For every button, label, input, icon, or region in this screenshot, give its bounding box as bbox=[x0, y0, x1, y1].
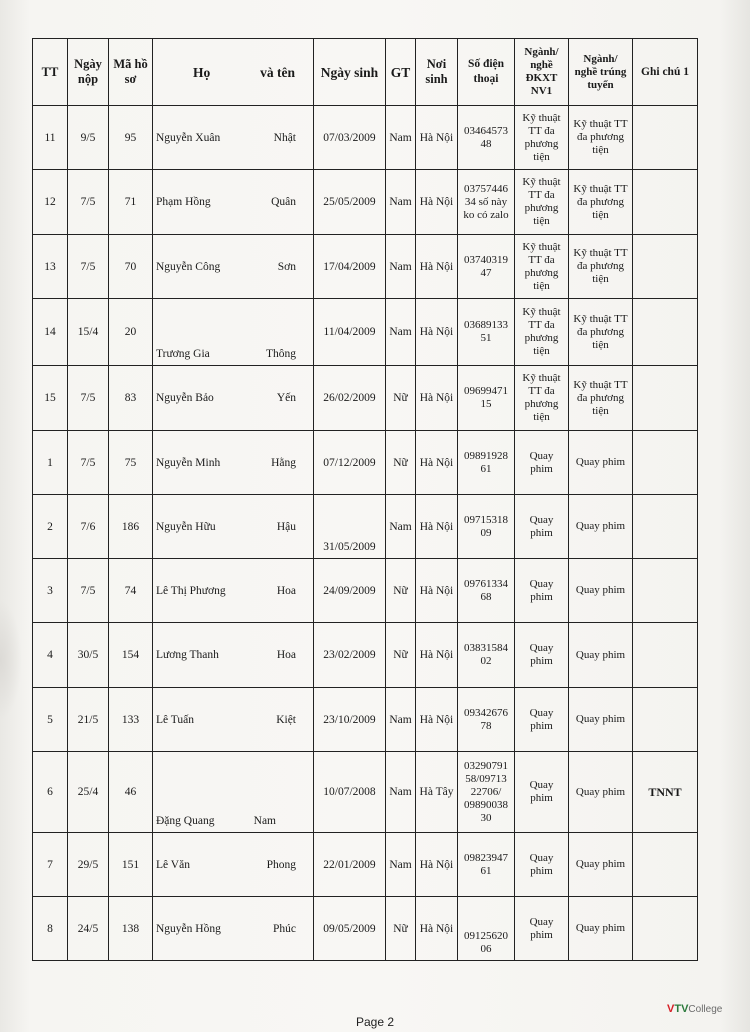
cell-nganh-trung-tuyen: Quay phim bbox=[569, 623, 633, 688]
header-so-dien-thoai: Số điện thoại bbox=[458, 39, 515, 106]
cell-ma-ho-so: 70 bbox=[109, 235, 153, 299]
table-row bbox=[33, 688, 698, 752]
cell-so-dien-thoai: 03757446 34 số này ko có zalo bbox=[458, 170, 515, 235]
cell-nganh-dkxt: Quay phim bbox=[515, 688, 569, 752]
cell-ghi-chu bbox=[633, 431, 698, 495]
cell-name bbox=[153, 106, 314, 170]
cell-ghi-chu bbox=[633, 366, 698, 431]
cell-ma-ho-so: 75 bbox=[109, 431, 153, 495]
table-row bbox=[33, 559, 698, 623]
cell-gt: Nam bbox=[386, 495, 416, 559]
cell-nganh-dkxt: Quay phim bbox=[515, 833, 569, 897]
cell-ghi-chu bbox=[633, 897, 698, 961]
name-ten: Nhật bbox=[273, 131, 296, 144]
cell-nganh-trung-tuyen: Kỹ thuật TT đa phương tiện bbox=[569, 366, 633, 431]
cell-nganh-trung-tuyen: Quay phim bbox=[569, 431, 633, 495]
name-ten: Thông bbox=[265, 348, 296, 360]
cell-so-dien-thoai: 09761334 68 bbox=[458, 559, 515, 623]
cell-tt: 3 bbox=[33, 559, 68, 623]
cell-noi-sinh: Hà Nội bbox=[416, 170, 458, 235]
cell-noi-sinh: Hà Nội bbox=[416, 559, 458, 623]
cell-gt: Nam bbox=[386, 833, 416, 897]
cell-gt: Nữ bbox=[386, 897, 416, 961]
cell-ngay-nop: 9/5 bbox=[68, 106, 109, 170]
name-ten: Nam bbox=[253, 815, 276, 827]
cell-name bbox=[153, 495, 314, 559]
cell-gt: Nam bbox=[386, 688, 416, 752]
table-row bbox=[33, 170, 698, 235]
cell-gt: Nam bbox=[386, 170, 416, 235]
cell-ngay-sinh: 25/05/2009 bbox=[314, 170, 386, 235]
cell-tt: 2 bbox=[33, 495, 68, 559]
cell-ma-ho-so: 46 bbox=[109, 752, 153, 833]
cell-tt: 13 bbox=[33, 235, 68, 299]
cell-ngay-sinh: 23/10/2009 bbox=[314, 688, 386, 752]
name-ten: Hoa bbox=[276, 649, 296, 661]
cell-gt: Nữ bbox=[386, 431, 416, 495]
cell-tt: 8 bbox=[33, 897, 68, 961]
header-ho: Họ bbox=[193, 64, 211, 80]
cell-ngay-sinh: 24/09/2009 bbox=[314, 559, 386, 623]
name-ho: Nguyễn Xuân bbox=[156, 131, 221, 144]
name-ho: Nguyễn Bảo bbox=[156, 392, 214, 404]
table-row bbox=[33, 752, 698, 833]
cell-noi-sinh: Hà Nội bbox=[416, 299, 458, 366]
cell-noi-sinh: Hà Nội bbox=[416, 431, 458, 495]
cell-tt: 5 bbox=[33, 688, 68, 752]
header-ten: và tên bbox=[260, 64, 295, 80]
cell-gt: Nam bbox=[386, 235, 416, 299]
name-ten: Yến bbox=[276, 392, 296, 404]
name-ten: Phúc bbox=[273, 922, 296, 935]
cell-ghi-chu bbox=[633, 235, 698, 299]
cell-so-dien-thoai: 09342676 78 bbox=[458, 688, 515, 752]
header-noi-sinh: Nơi sinh bbox=[416, 39, 458, 106]
header-ngay-sinh: Ngày sinh bbox=[314, 39, 386, 106]
cell-ngay-nop: 24/5 bbox=[68, 897, 109, 961]
cell-name bbox=[153, 431, 314, 495]
cell-ma-ho-so: 151 bbox=[109, 833, 153, 897]
cell-so-dien-thoai: 09715318 09 bbox=[458, 495, 515, 559]
header-ngay-nop: Ngày nộp bbox=[68, 39, 109, 106]
cell-nganh-trung-tuyen: Kỹ thuật TT đa phương tiện bbox=[569, 235, 633, 299]
cell-nganh-dkxt: Kỹ thuật TT đa phương tiện bbox=[515, 366, 569, 431]
cell-ngay-nop: 7/5 bbox=[68, 559, 109, 623]
table-row bbox=[33, 495, 698, 559]
table-row bbox=[33, 897, 698, 961]
name-ho: Đặng Quang bbox=[156, 815, 215, 827]
header-nganh-dkxt: Ngành/ nghề ĐKXT NV1 bbox=[515, 39, 569, 106]
cell-name bbox=[153, 299, 314, 366]
cell-name bbox=[153, 688, 314, 752]
cell-ma-ho-so: 95 bbox=[109, 106, 153, 170]
cell-nganh-dkxt: Quay phim bbox=[515, 495, 569, 559]
table-row bbox=[33, 833, 698, 897]
cell-ma-ho-so: 83 bbox=[109, 366, 153, 431]
header-tt: TT bbox=[33, 39, 68, 106]
cell-name bbox=[153, 170, 314, 235]
cell-tt: 1 bbox=[33, 431, 68, 495]
header-ma-ho-so: Mã hồ sơ bbox=[109, 39, 153, 106]
cell-ngay-nop: 7/6 bbox=[68, 495, 109, 559]
cell-noi-sinh: Hà Nội bbox=[416, 897, 458, 961]
cell-nganh-trung-tuyen: Quay phim bbox=[569, 897, 633, 961]
cell-nganh-dkxt: Quay phim bbox=[515, 897, 569, 961]
cell-ngay-nop: 7/5 bbox=[68, 170, 109, 235]
cell-nganh-dkxt: Kỹ thuật TT đa phương tiện bbox=[515, 299, 569, 366]
cell-nganh-dkxt: Kỹ thuật TT đa phương tiện bbox=[515, 106, 569, 170]
cell-ngay-nop: 7/5 bbox=[68, 235, 109, 299]
cell-ghi-chu bbox=[633, 833, 698, 897]
cell-tt: 7 bbox=[33, 833, 68, 897]
cell-nganh-trung-tuyen: Quay phim bbox=[569, 495, 633, 559]
name-ten: Hằng bbox=[271, 456, 296, 469]
cell-gt: Nam bbox=[386, 299, 416, 366]
cell-tt: 15 bbox=[33, 366, 68, 431]
cell-gt: Nữ bbox=[386, 623, 416, 688]
cell-nganh-dkxt: Quay phim bbox=[515, 431, 569, 495]
cell-gt: Nam bbox=[386, 106, 416, 170]
table-row bbox=[33, 431, 698, 495]
cell-ghi-chu bbox=[633, 106, 698, 170]
cell-tt: 11 bbox=[33, 106, 68, 170]
table-row bbox=[33, 623, 698, 688]
cell-name bbox=[153, 833, 314, 897]
cell-noi-sinh: Hà Nội bbox=[416, 688, 458, 752]
cell-so-dien-thoai: 09699471 15 bbox=[458, 366, 515, 431]
name-ten: Kiệt bbox=[276, 713, 296, 726]
cell-ghi-chu bbox=[633, 623, 698, 688]
cell-nganh-trung-tuyen: Quay phim bbox=[569, 688, 633, 752]
cell-name bbox=[153, 752, 314, 833]
cell-ngay-nop: 15/4 bbox=[68, 299, 109, 366]
name-ho: Nguyễn Hồng bbox=[156, 922, 221, 935]
name-ten: Hoa bbox=[276, 584, 296, 597]
cell-nganh-dkxt: Quay phim bbox=[515, 623, 569, 688]
cell-ghi-chu bbox=[633, 688, 698, 752]
cell-name bbox=[153, 897, 314, 961]
cell-ngay-sinh: 26/02/2009 bbox=[314, 366, 386, 431]
table-row bbox=[33, 235, 698, 299]
cell-so-dien-thoai: 03290791 58/09713 22706/ 09890038 30 bbox=[458, 752, 515, 833]
cell-ma-ho-so: 74 bbox=[109, 559, 153, 623]
header-ghi-chu: Ghi chú 1 bbox=[633, 39, 698, 106]
cell-nganh-dkxt: Quay phim bbox=[515, 559, 569, 623]
table-row bbox=[33, 106, 698, 170]
cell-ma-ho-so: 186 bbox=[109, 495, 153, 559]
cell-ngay-sinh: 09/05/2009 bbox=[314, 897, 386, 961]
name-ho: Nguyễn Công bbox=[156, 260, 221, 273]
name-ho: Nguyễn Hữu bbox=[156, 520, 216, 533]
header-gt: GT bbox=[386, 39, 416, 106]
cell-ghi-chu bbox=[633, 495, 698, 559]
cell-noi-sinh: Hà Nội bbox=[416, 366, 458, 431]
cell-ngay-nop: 21/5 bbox=[68, 688, 109, 752]
cell-noi-sinh: Hà Tây bbox=[416, 752, 458, 833]
cell-noi-sinh: Hà Nội bbox=[416, 235, 458, 299]
admission-table bbox=[32, 38, 698, 961]
cell-ma-ho-so: 154 bbox=[109, 623, 153, 688]
cell-ngay-nop: 25/4 bbox=[68, 752, 109, 833]
cell-nganh-trung-tuyen: Kỹ thuật TT đa phương tiện bbox=[569, 106, 633, 170]
page-shadow bbox=[0, 600, 22, 720]
cell-ghi-chu bbox=[633, 299, 698, 366]
cell-ma-ho-so: 133 bbox=[109, 688, 153, 752]
cell-gt: Nữ bbox=[386, 559, 416, 623]
name-ten: Sơn bbox=[277, 260, 296, 273]
cell-ngay-sinh: 10/07/2008 bbox=[314, 752, 386, 833]
cell-ghi-chu bbox=[633, 170, 698, 235]
cell-tt: 14 bbox=[33, 299, 68, 366]
cell-noi-sinh: Hà Nội bbox=[416, 495, 458, 559]
cell-ngay-sinh: 22/01/2009 bbox=[314, 833, 386, 897]
cell-ma-ho-so: 138 bbox=[109, 897, 153, 961]
cell-nganh-dkxt: Kỹ thuật TT đa phương tiện bbox=[515, 235, 569, 299]
cell-tt: 12 bbox=[33, 170, 68, 235]
cell-noi-sinh: Hà Nội bbox=[416, 623, 458, 688]
cell-so-dien-thoai: 03740319 47 bbox=[458, 235, 515, 299]
name-ho: Phạm Hồng bbox=[156, 196, 211, 208]
table-row bbox=[33, 366, 698, 431]
name-ho: Nguyễn Minh bbox=[156, 456, 221, 469]
cell-ngay-nop: 29/5 bbox=[68, 833, 109, 897]
cell-name bbox=[153, 366, 314, 431]
cell-ghi-chu: TNNT bbox=[633, 752, 698, 833]
cell-ngay-sinh: 07/12/2009 bbox=[314, 431, 386, 495]
cell-name bbox=[153, 559, 314, 623]
table-header-row bbox=[33, 39, 698, 106]
cell-so-dien-thoai: 09823947 61 bbox=[458, 833, 515, 897]
header-nganh-trung-tuyen: Ngành/ nghề trúng tuyển bbox=[569, 39, 633, 106]
header-ho-ten bbox=[153, 39, 314, 106]
cell-nganh-trung-tuyen: Kỹ thuật TT đa phương tiện bbox=[569, 170, 633, 235]
cell-ngay-sinh: 11/04/2009 bbox=[314, 299, 386, 366]
cell-tt: 4 bbox=[33, 623, 68, 688]
name-ho: Lê Văn bbox=[156, 858, 190, 871]
cell-nganh-trung-tuyen: Quay phim bbox=[569, 559, 633, 623]
cell-so-dien-thoai: 09891928 61 bbox=[458, 431, 515, 495]
name-ho: Trương Gia bbox=[156, 348, 210, 360]
cell-gt: Nam bbox=[386, 752, 416, 833]
cell-so-dien-thoai: 09125620 06 bbox=[458, 897, 515, 961]
cell-ngay-nop: 30/5 bbox=[68, 623, 109, 688]
name-ten: Hậu bbox=[276, 520, 296, 533]
page-number: Page 2 bbox=[355, 1015, 395, 1029]
cell-ngay-sinh: 17/04/2009 bbox=[314, 235, 386, 299]
name-ho: Lương Thanh bbox=[156, 649, 219, 661]
cell-gt: Nữ bbox=[386, 366, 416, 431]
table-row bbox=[33, 299, 698, 366]
cell-ngay-sinh: 23/02/2009 bbox=[314, 623, 386, 688]
cell-nganh-trung-tuyen: Quay phim bbox=[569, 833, 633, 897]
cell-so-dien-thoai: 03464573 48 bbox=[458, 106, 515, 170]
cell-ngay-sinh: 31/05/2009 bbox=[314, 495, 386, 559]
vtv-college-logo: VTVCollege bbox=[667, 1003, 723, 1015]
cell-ma-ho-so: 20 bbox=[109, 299, 153, 366]
name-ho: Lê Thị Phương bbox=[156, 584, 226, 597]
cell-so-dien-thoai: 03831584 02 bbox=[458, 623, 515, 688]
cell-nganh-dkxt: Kỹ thuật TT đa phương tiện bbox=[515, 170, 569, 235]
name-ten: Phong bbox=[266, 858, 296, 871]
cell-name bbox=[153, 623, 314, 688]
cell-ghi-chu bbox=[633, 559, 698, 623]
cell-tt: 6 bbox=[33, 752, 68, 833]
cell-nganh-trung-tuyen: Kỹ thuật TT đa phương tiện bbox=[569, 299, 633, 366]
name-ten: Quân bbox=[271, 196, 296, 208]
cell-nganh-dkxt: Quay phim bbox=[515, 752, 569, 833]
cell-nganh-trung-tuyen: Quay phim bbox=[569, 752, 633, 833]
cell-ngay-nop: 7/5 bbox=[68, 366, 109, 431]
cell-so-dien-thoai: 03689133 51 bbox=[458, 299, 515, 366]
cell-noi-sinh: Hà Nội bbox=[416, 106, 458, 170]
cell-name bbox=[153, 235, 314, 299]
cell-noi-sinh: Hà Nội bbox=[416, 833, 458, 897]
cell-ngay-nop: 7/5 bbox=[68, 431, 109, 495]
table-body bbox=[33, 106, 698, 961]
cell-ngay-sinh: 07/03/2009 bbox=[314, 106, 386, 170]
cell-ma-ho-so: 71 bbox=[109, 170, 153, 235]
name-ho: Lê Tuấn bbox=[156, 713, 195, 726]
